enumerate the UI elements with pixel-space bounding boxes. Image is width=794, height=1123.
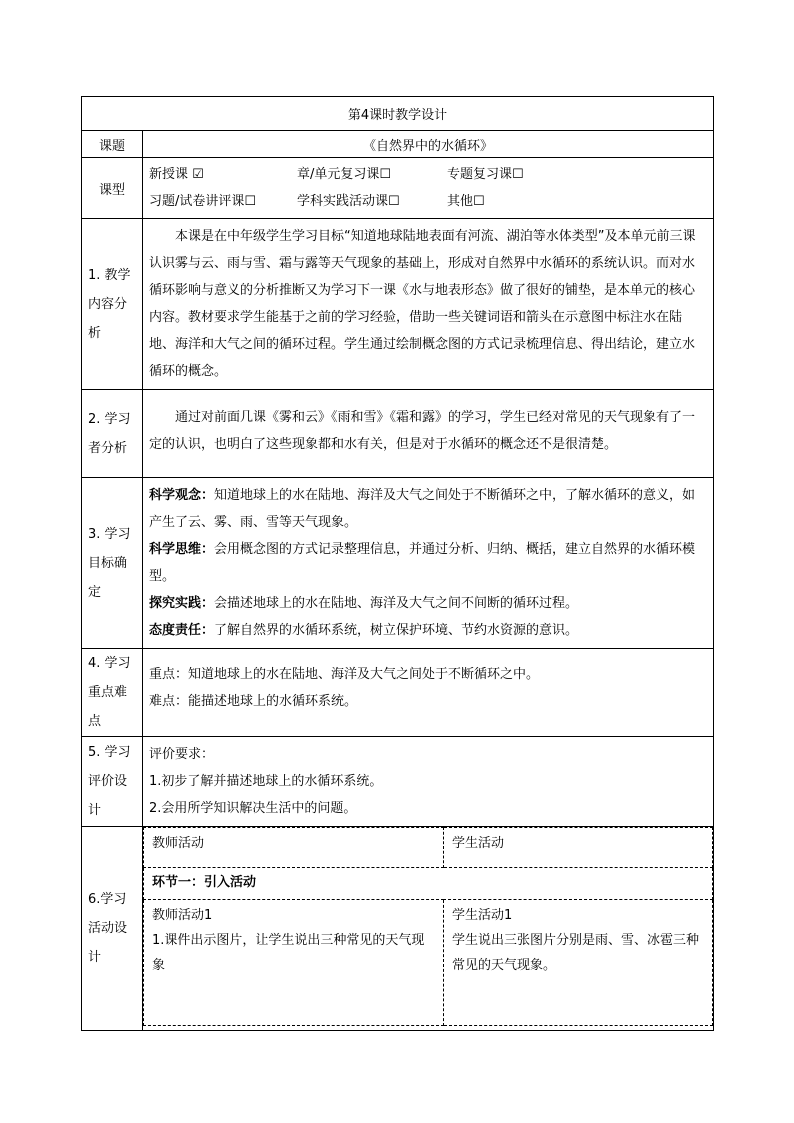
- teacher-activity-1-title: 教师活动1: [152, 908, 213, 923]
- lesson-plan-document: [81, 96, 713, 1031]
- goal-key: 态度责任：: [149, 623, 215, 638]
- goal-key: 科学思维：: [149, 542, 215, 557]
- option-practice-activity: 学科实践活动课☐: [297, 194, 400, 209]
- section-5-label: 5. 学习评价设计: [82, 737, 143, 827]
- goal-text: 会描述地球上的水在陆地、海洋及大气之间不间断的循环过程。: [214, 596, 579, 611]
- section-4-label: 4. 学习重点难点: [82, 649, 143, 737]
- option-exercise-review: 习题/试卷讲评课☐: [149, 194, 257, 209]
- stage-1-title: 环节一：引入活动: [144, 868, 713, 900]
- teacher-activity-1: [144, 900, 444, 1026]
- student-activity-1-text: 学生说出三张图片分别是雨、雪、冰雹三种常见的天气现象。: [452, 933, 700, 973]
- topic-value: 《自然界中的水循环》: [143, 131, 714, 158]
- goal-science-concept: [149, 482, 707, 536]
- goal-text: 知道地球上的水在陆地、海洋及大气之间处于不断循环之中，了解水循环的意义，如产生了云、雾、雨、雪等天气现象。: [149, 488, 696, 530]
- section-4-content: [143, 649, 714, 737]
- lesson-type-row-2: [149, 188, 707, 215]
- goal-text: 会用概念图的方式记录整理信息，并通过分析、归纳、概括，建立自然界的水循环模型。: [149, 542, 696, 584]
- lesson-type-row-1: [149, 161, 707, 188]
- activity-table: [143, 827, 713, 1026]
- section-6-content: [143, 827, 714, 1031]
- student-activity-1-title: 学生活动1: [452, 908, 513, 923]
- option-unit-review: 章/单元复习课☐: [297, 167, 392, 182]
- section-6-label: 6.学习活动设计: [82, 827, 143, 1031]
- section-2-label: 2. 学习者分析: [82, 390, 143, 478]
- option-topic-review: 专题复习课☐: [447, 167, 524, 182]
- key-point: 重点：知道地球上的水在陆地、海洋及大气之间处于不断循环之中。: [149, 667, 540, 682]
- evaluation-item-1: 1.初步了解并描述地球上的水循环系统。: [149, 774, 383, 789]
- student-activity-header: 学生活动: [444, 828, 713, 868]
- teacher-activity-1-text: 1.课件出示图片，让学生说出三种常见的天气现象: [152, 933, 425, 973]
- section-2-content: [143, 390, 714, 478]
- goal-attitude-responsibility: [149, 617, 707, 644]
- difficult-point: 难点：能描述地球上的水循环系统。: [149, 694, 358, 709]
- goal-science-thinking: [149, 536, 707, 590]
- topic-label: 课题: [82, 131, 143, 158]
- learner-analysis-text: 通过对前面几课《雾和云》《雨和雪》《霜和露》的学习，学生已经对常见的天气现象有了一定的认识，也明白了这些现象都和水有关，但是对于水循环的概念还不是很清楚。: [149, 410, 696, 452]
- evaluation-heading: 评价要求：: [149, 747, 215, 762]
- option-other: 其他☐: [447, 194, 485, 209]
- section-3-label: 3. 学习目标确定: [82, 478, 143, 649]
- goal-text: 了解自然界的水循环系统，树立保护环境、节约水资源的意识。: [214, 623, 579, 638]
- document-title: 第4课时教学设计: [82, 97, 714, 131]
- student-activity-1: [444, 900, 713, 1026]
- section-3-content: [143, 478, 714, 649]
- evaluation-item-2: 2.会用所学知识解决生活中的问题。: [149, 801, 357, 816]
- section-1-content: [143, 219, 714, 390]
- goal-key: 科学观念：: [149, 488, 215, 503]
- option-new-lesson: 新授课 ☑: [149, 167, 204, 182]
- teacher-activity-header: 教师活动: [144, 828, 444, 868]
- goal-inquiry-practice: [149, 590, 707, 617]
- section-5-content: [143, 737, 714, 827]
- section-1-label: 1. 教学内容分析: [82, 219, 143, 390]
- lesson-type-label: 课型: [82, 158, 143, 219]
- lesson-type-options: [143, 158, 714, 219]
- content-analysis-text: 本课是在中年级学生学习目标“知道地球陆地表面有河流、湖泊等水体类型”及本单元前三课认识雾与云、雨与雪、霜与露等天气现象的基础上，形成对自然界中水循环的系统认识。而对水循环影响与意义的分析推断又为学习下一课《水与地表形态》做了很好的铺垫，是本单元的核心内容。教材要求学生能基于之前的学习经验，借助一些关键词语和箭头在示意图中标注水在陆地、海洋和大气之间的循环过程。学生通过绘制概念图的方式记录梳理信息、得出结论，建立水循环的概念。: [149, 229, 696, 379]
- goal-key: 探究实践：: [149, 596, 215, 611]
- lesson-plan-table: [81, 96, 714, 1031]
